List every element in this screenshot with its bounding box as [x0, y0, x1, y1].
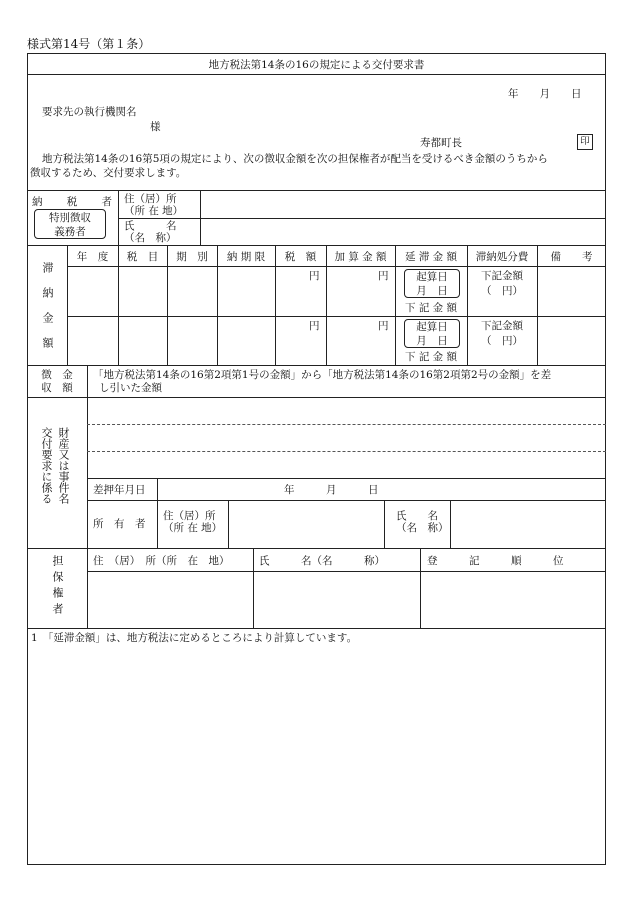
rule	[27, 628, 606, 629]
dashed-rule	[87, 451, 606, 452]
header-remarks: 備 考	[550, 251, 593, 263]
rule	[326, 245, 327, 365]
rule	[87, 478, 606, 479]
property-label-1: 財産又は事件名	[57, 427, 70, 504]
rule	[27, 365, 606, 366]
owner-name-label-1: 氏 名	[396, 510, 438, 522]
rule	[157, 478, 158, 548]
rule	[67, 266, 606, 267]
late-fee-below-2: 下 記 金 額	[404, 351, 457, 363]
recipient-label: 要求先の執行機関名	[42, 106, 137, 118]
rule	[467, 245, 468, 365]
late-fee-start-1: 起算日	[416, 271, 448, 283]
rule	[27, 190, 606, 191]
date-label: 年 月 日	[508, 88, 582, 100]
header-late-fee: 延 滞 金 額	[404, 251, 457, 263]
yen-tax-2: 円	[309, 320, 320, 332]
late-fee-start-2: 起算日	[416, 321, 448, 333]
yen-additional-1: 円	[378, 270, 389, 282]
header-tax-amount: 税 額	[284, 251, 317, 263]
delinquency-label: 滞納金額	[41, 262, 54, 362]
seal-mark: 印	[577, 134, 593, 150]
rule	[118, 218, 606, 219]
rule	[275, 245, 276, 365]
rule	[537, 245, 538, 365]
intro-text-2: 徴収するため、交付要求します。	[30, 167, 187, 179]
rank-header: 登 記 順 位	[427, 555, 564, 567]
security-holder-label: 担保権者	[51, 555, 64, 619]
proc-fee-1-line-1: 下記金額	[481, 270, 523, 282]
form-number: 様式第14号（第１条）	[27, 37, 151, 51]
header-period: 期 別	[176, 251, 208, 263]
form-title: 地方税法第14条の16の規定による交付要求書	[208, 59, 425, 71]
address-label-1: 住（居）所	[124, 193, 177, 205]
rule	[420, 548, 421, 628]
rule	[87, 571, 606, 572]
rule	[167, 245, 168, 365]
rule	[228, 500, 229, 548]
sender-name: 寿都町長	[420, 137, 462, 149]
header-tax-item: 税 目	[126, 251, 159, 263]
owner-address-label-2: （所 在 地）	[163, 522, 223, 534]
collection-label-1: 徴 金	[41, 369, 73, 381]
rule	[67, 316, 606, 317]
proc-fee-1-line-2: （ 円）	[481, 285, 523, 297]
collection-text-2: し引いた金額	[99, 382, 162, 394]
taxpayer-sub-label-2: 義務者	[54, 226, 86, 238]
rule	[27, 397, 606, 398]
seizure-date-value: 年 月 日	[284, 484, 379, 496]
yen-additional-2: 円	[378, 320, 389, 332]
property-label-2: 交付要求に係る	[40, 427, 53, 504]
note: 1 「延滞金額」は、地方税法に定めるところにより計算しています。	[31, 632, 358, 644]
intro-text-1: 地方税法第14条の16第5項の規定により、次の徴収金額を次の担保権者が配当を受けるべき金額のうちから	[42, 153, 548, 165]
header-due-date: 納 期 限	[226, 251, 266, 263]
late-fee-below-1: 下 記 金 額	[404, 302, 457, 314]
rule	[27, 74, 606, 75]
rule	[87, 365, 88, 548]
late-fee-date-1: 月 日	[416, 285, 448, 297]
collection-text-1: 「地方税法第14条の16第2項第1号の金額」から「地方税法第14条の16第2項第2号の金額」を差	[93, 369, 552, 381]
header-additional-amount: 加 算 金 額	[334, 251, 387, 263]
taxpayer-sub-label-1: 特別徴収	[49, 212, 91, 224]
rule	[253, 548, 254, 628]
taxpayer-label: 納 税 者	[32, 196, 112, 208]
rule	[67, 245, 68, 365]
late-fee-date-2: 月 日	[416, 335, 448, 347]
owner-label: 所 有 者	[93, 518, 146, 530]
rule	[217, 245, 218, 365]
seizure-date-label: 差押年月日	[93, 484, 146, 496]
rule	[87, 548, 88, 628]
proc-fee-2-line-1: 下記金額	[481, 320, 523, 332]
collection-label-2: 収 額	[41, 382, 73, 394]
rule	[27, 548, 606, 549]
header-disposition-cost: 滞納処分費	[475, 251, 529, 263]
rule	[118, 245, 119, 365]
rule	[450, 500, 451, 548]
name-label-1: 氏 名	[124, 220, 177, 232]
owner-address-label-1: 住（居）所	[163, 510, 216, 522]
rule	[384, 500, 385, 548]
owner-name-label-2: （名 称）	[396, 522, 449, 534]
name-header: 氏 名（名 称）	[259, 555, 385, 567]
rule	[87, 500, 606, 501]
address-header: 住 （居） 所（所 在 地）	[93, 555, 230, 567]
header-fiscal-year: 年 度	[76, 251, 109, 263]
recipient-honorific: 様	[150, 121, 161, 133]
address-label-2: （所 在 地）	[124, 205, 184, 217]
yen-tax-1: 円	[309, 270, 320, 282]
name-label-2: （名 称）	[124, 232, 177, 244]
rule	[27, 245, 606, 246]
proc-fee-2-line-2: （ 円）	[481, 335, 523, 347]
dashed-rule	[87, 424, 606, 425]
